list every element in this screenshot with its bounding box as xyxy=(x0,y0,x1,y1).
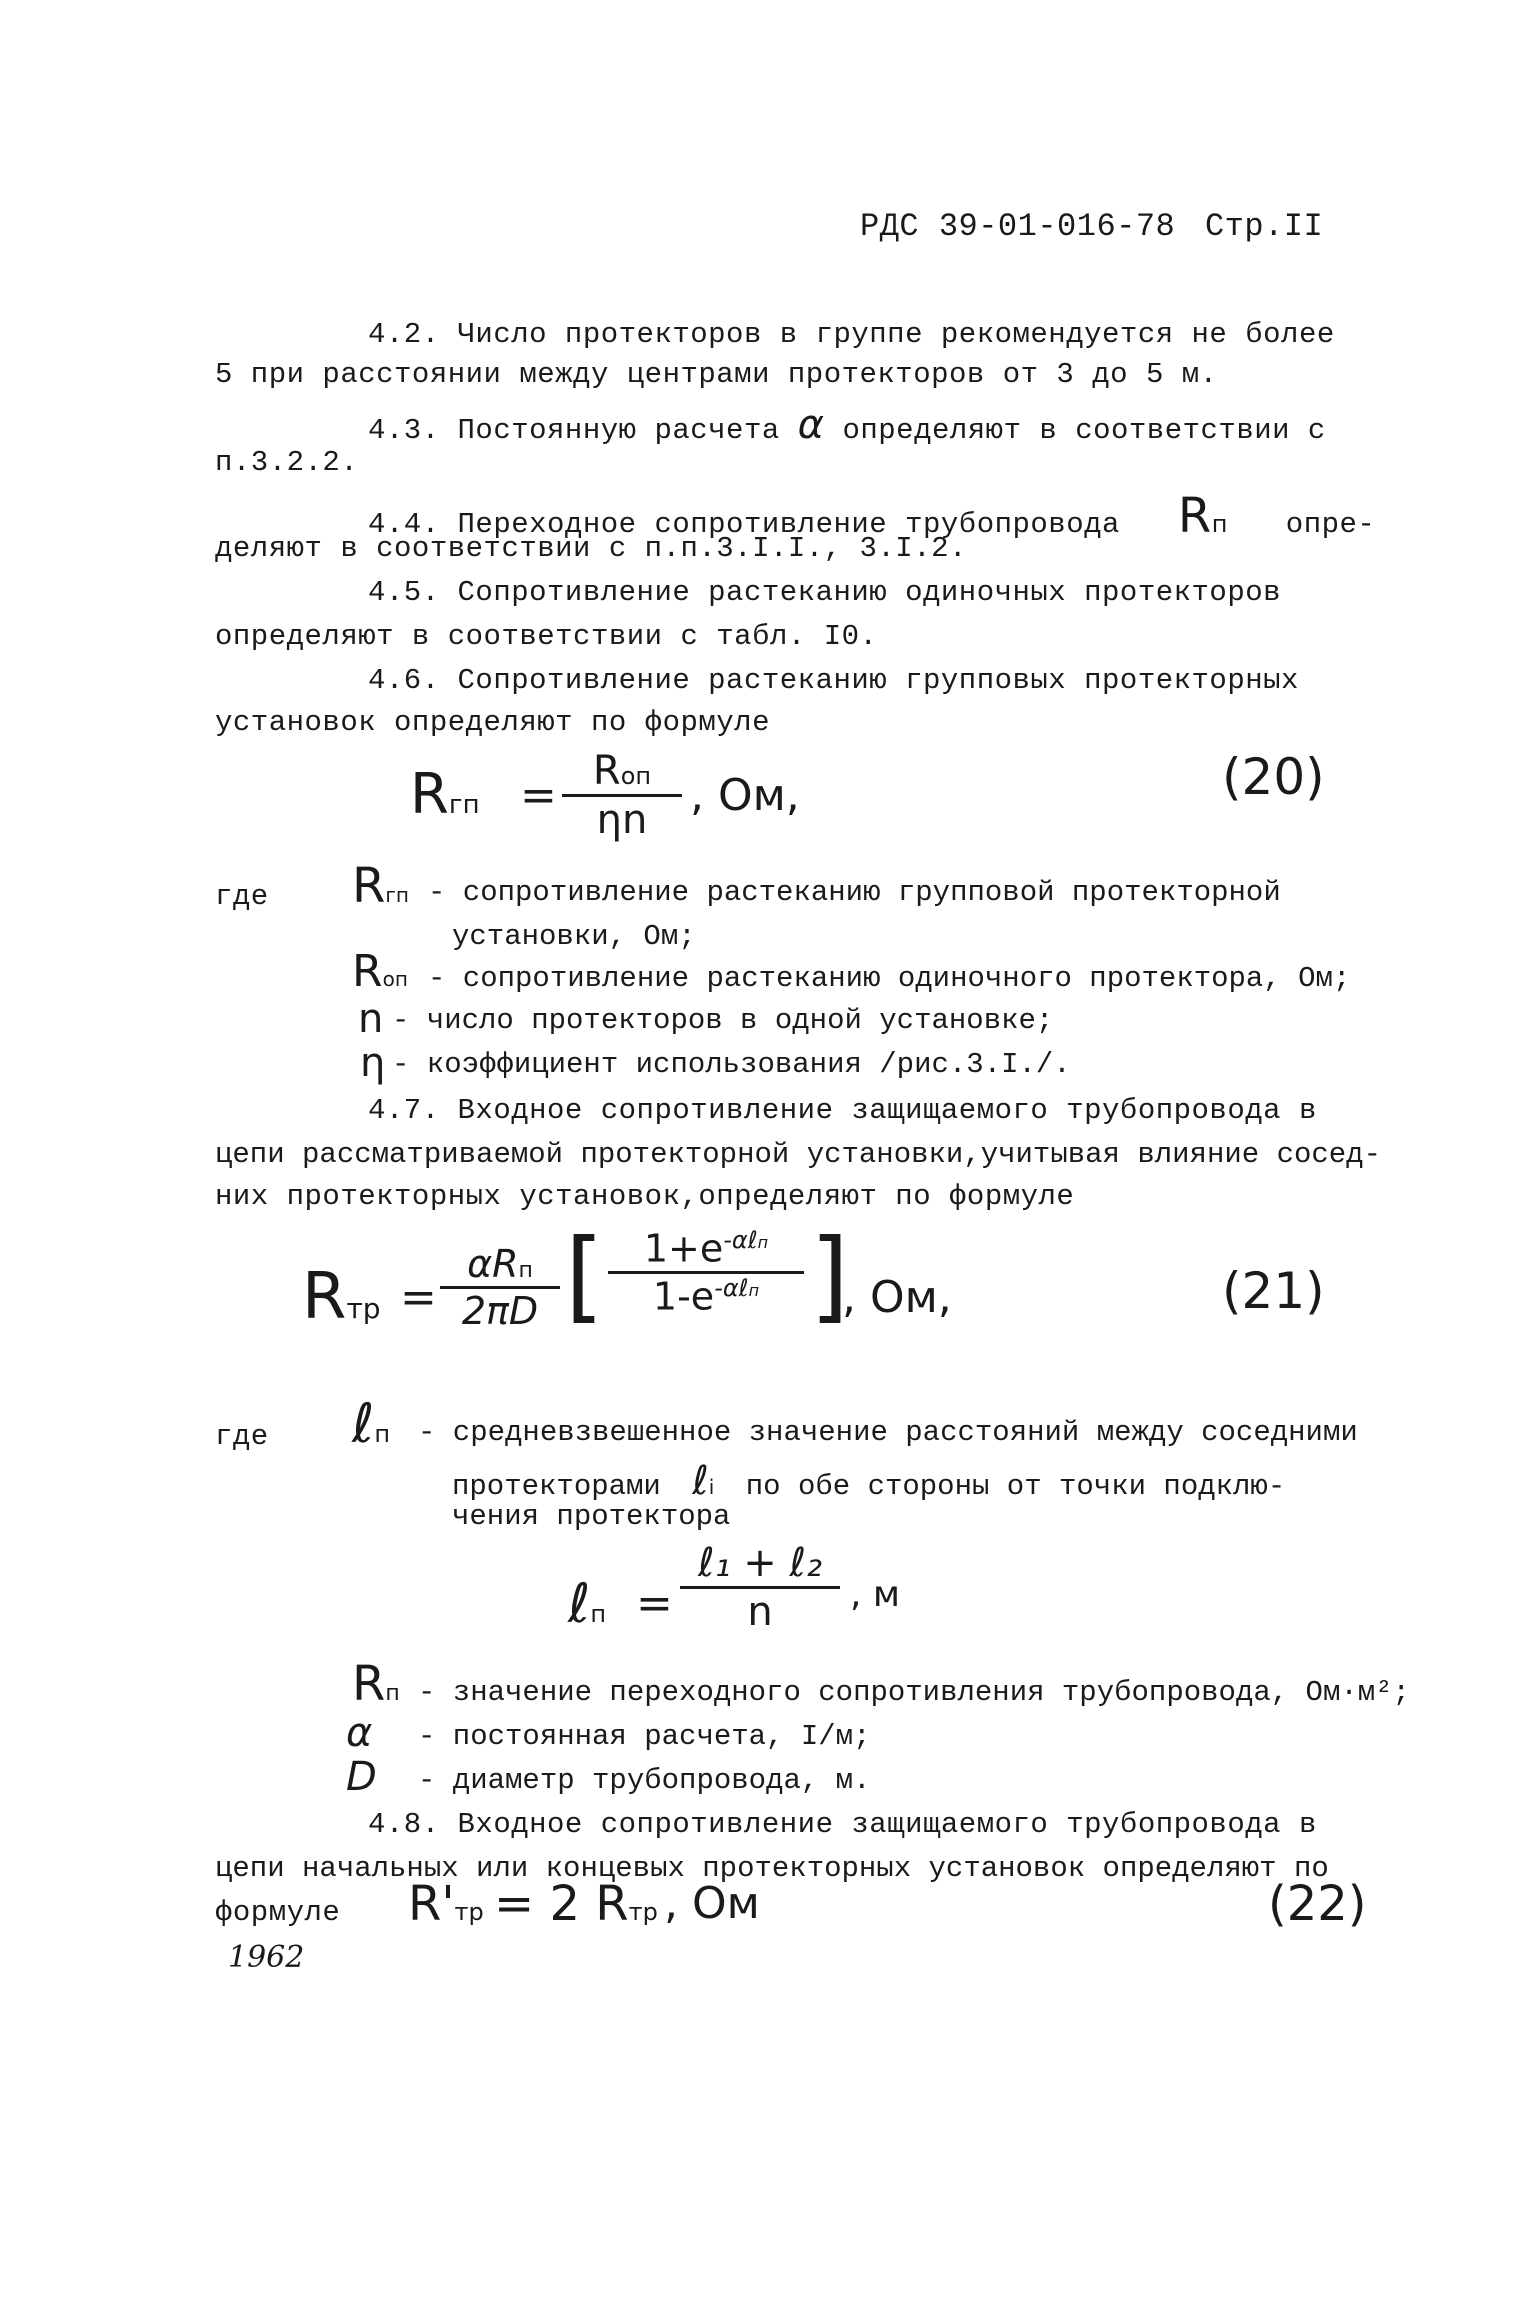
lp-fraction: ℓ₁ + ℓ₂ n xyxy=(680,1540,840,1635)
where2-item-text-1: - постоянная расчета, I/м; xyxy=(418,1720,871,1753)
lp-unit: , м xyxy=(850,1574,901,1615)
f20-unit: , Ом, xyxy=(690,770,800,821)
where1-sym-2: Rоп xyxy=(352,946,408,997)
lp-equals: = xyxy=(636,1578,673,1629)
para-4-5-line2: определяют в соответствии с табл. I0. xyxy=(215,620,878,653)
f20-fraction: Rоп ηn xyxy=(562,748,682,843)
f21-equals: = xyxy=(400,1272,437,1323)
para-4-7-line1: 4.7. Входное сопротивление защищаемого трубопровода в xyxy=(368,1094,1317,1127)
doc-code xyxy=(860,208,1323,245)
where2-text-2: протекторами ℓi по обе стороны от точки подклю- xyxy=(452,1458,1286,1504)
where1-text-3: - число протекторов в одной установке; xyxy=(392,1004,1054,1037)
handwritten-number: 1962 xyxy=(228,1940,305,1975)
f22-rhs: = 2 Rтр xyxy=(494,1876,658,1932)
doc-code-text: РДС 39-01-016-78 xyxy=(860,208,1176,245)
rp-symbol: Rп xyxy=(1177,488,1228,544)
para-4-6-line2: установок определяют по формуле xyxy=(215,706,770,739)
where1-text-1: установки, Ом; xyxy=(452,920,696,953)
where2-text-3: чения протектора xyxy=(452,1500,731,1533)
f21-right-bracket: ] xyxy=(810,1217,850,1334)
f21-number: (21) xyxy=(1222,1262,1325,1320)
f22-lhs: R'тр xyxy=(408,1876,484,1932)
lp-lhs: ℓп xyxy=(568,1572,607,1635)
para-4-3-line1 xyxy=(368,402,1326,448)
para-4-4-text-a: 4.4. Переходное сопротивление трубопровода xyxy=(368,508,1120,541)
f21-left-bracket: [ xyxy=(565,1217,605,1334)
where1-sym-3: n xyxy=(358,996,384,1042)
where2-gde: где xyxy=(215,1420,269,1453)
where2-item-text-0: - значение переходного сопротивления трубопровода, Ом·м²; xyxy=(418,1676,1410,1709)
f21-coef-fraction: αRп 2πD xyxy=(440,1242,560,1333)
page-label: Стр.II xyxy=(1204,208,1324,245)
where1-sym-0: Rгп xyxy=(352,858,409,914)
para-4-6-line1: 4.6. Сопротивление растеканию групповых протекторных xyxy=(368,664,1299,697)
para-4-2-line2: 5 при расстоянии между центрами протекторов от 3 до 5 м. xyxy=(215,358,1218,391)
para-4-3-text-b: определяют в соответствии с xyxy=(842,414,1326,447)
f21-unit: , Ом, xyxy=(842,1272,952,1323)
para-4-7-line2: цепи рассматриваемой протекторной установки,учитывая влияние сосед- xyxy=(215,1138,1381,1171)
f20-lhs: Rгп xyxy=(410,762,480,827)
para-4-2-line1: 4.2. Число протекторов в группе рекомендуется не более xyxy=(368,318,1335,351)
where2-sym-2: D xyxy=(346,1754,377,1800)
para-4-8-line2: цепи начальных или концевых протекторных установок определяют по xyxy=(215,1852,1329,1885)
para-4-5-line1: 4.5. Сопротивление растеканию одиночных протекторов xyxy=(368,576,1282,609)
f20-number: (20) xyxy=(1222,748,1325,806)
para-4-4-text-b: опре- xyxy=(1285,508,1376,541)
para-4-8-line3: формуле xyxy=(215,1896,341,1929)
where2-text-1: - средневзвешенное значение расстояний между соседними xyxy=(418,1416,1358,1449)
f22-unit: , Ом xyxy=(664,1878,760,1929)
para-4-3-line2: п.3.2.2. xyxy=(215,446,359,479)
where2-item-text-2: - диаметр трубопровода, м. xyxy=(418,1764,871,1797)
where1-sym-4: η xyxy=(360,1040,386,1086)
para-4-4-line2: деляют в соответствии с п.п.3.I.I., 3.I.2. xyxy=(215,532,967,565)
para-4-3-text-a: 4.3. Постоянную расчета xyxy=(368,414,780,447)
f22-number: (22) xyxy=(1268,1876,1367,1932)
where1-text-0: - сопротивление растеканию групповой протекторной xyxy=(428,876,1281,909)
where1-gde: где xyxy=(215,880,269,913)
where1-text-4: - коэффициент использования /рис.3.I./. xyxy=(392,1048,1071,1081)
para-4-7-line3: них протекторных установок,определяют по формуле xyxy=(215,1180,1075,1213)
where2-lp-sym: ℓп xyxy=(352,1392,391,1455)
where2-sym-0: Rп xyxy=(352,1656,400,1712)
f21-inner-fraction: $1+e^{-\alpha\ell п}$ $1-e^{-\alpha\ell п}$ xyxy=(608,1226,804,1318)
where2-sym-1: α xyxy=(346,1710,373,1756)
alpha-symbol: α xyxy=(797,402,825,448)
f20-equals: = xyxy=(520,770,557,821)
para-4-8-line1: 4.8. Входное сопротивление защищаемого трубопровода в xyxy=(368,1808,1317,1841)
f21-lhs: Rтр xyxy=(302,1260,381,1334)
where1-text-2: - сопротивление растеканию одиночного протектора, Ом; xyxy=(428,962,1351,995)
